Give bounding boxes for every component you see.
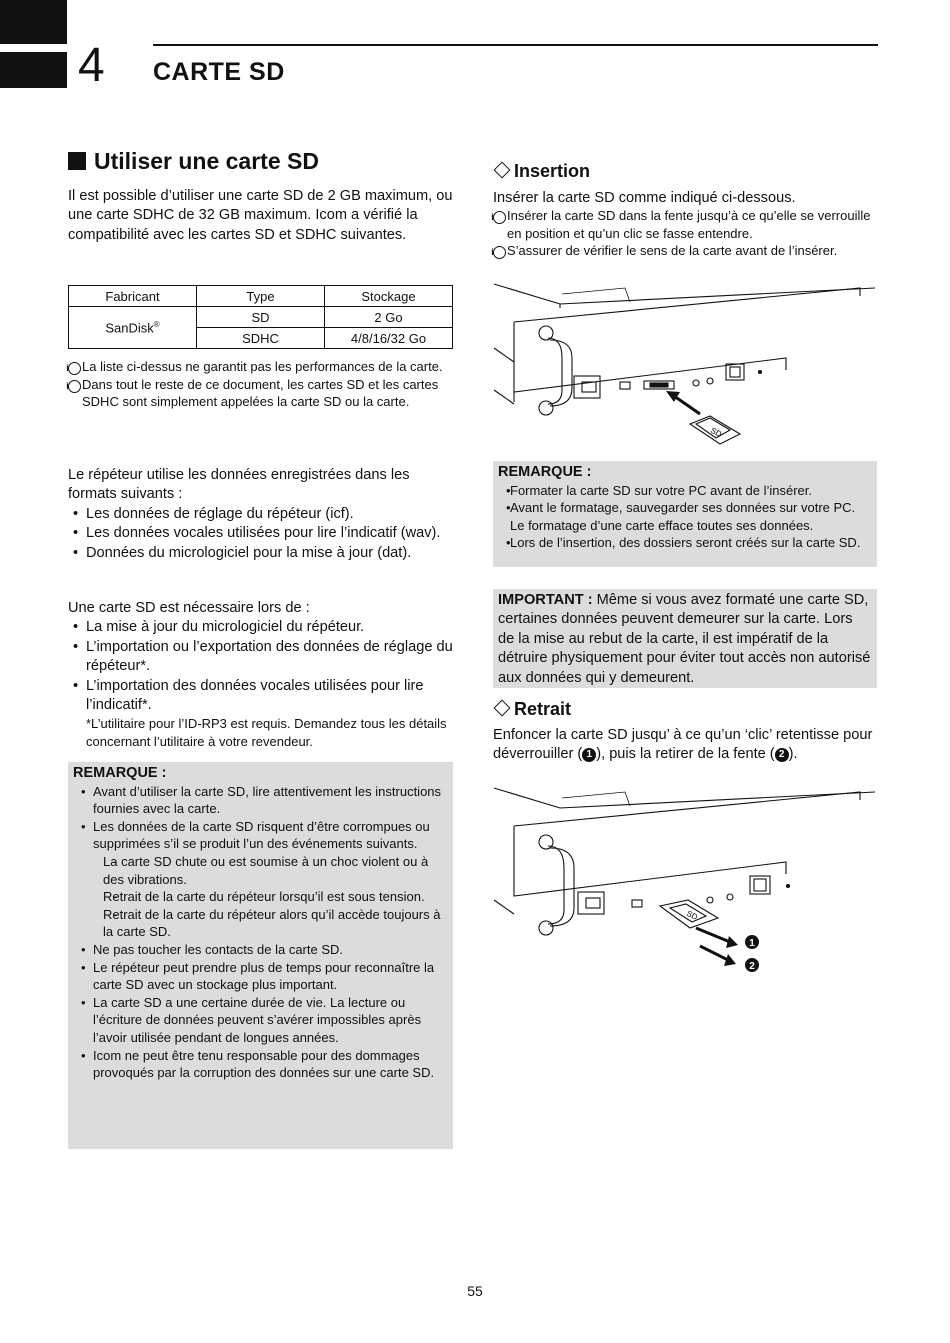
square-bullet-icon xyxy=(68,152,86,170)
remark-item: • La carte SD a une certaine durée de vie. La lecture ou l’écriture de données peuvent s’avérer impossibles après l’avoir utilisée pendant de longues années. xyxy=(73,994,448,1047)
retrait-text-part: ). xyxy=(788,746,798,763)
compatibility-table xyxy=(68,285,453,349)
table-cell: 2 Go xyxy=(325,307,453,328)
info-icon: i xyxy=(68,362,81,375)
card-label: SD xyxy=(709,425,724,439)
note-item xyxy=(68,376,453,411)
list-item: • Données du micrologiciel pour la mise à jour (dat). xyxy=(68,544,453,563)
remark-item-text: Les données de la carte SD risquent d’être corrompues ou supprimées s’il se produit l’un des événements suivants. xyxy=(93,818,430,852)
insert-arrow-icon xyxy=(666,391,700,414)
chapter-rule xyxy=(153,44,878,46)
table-cell-maker xyxy=(69,307,197,349)
remark-item: • Le répéteur peut prendre plus de temps pour reconnaître la carte SD avec un stockage plus important. xyxy=(73,959,448,994)
chapter-number: 4 xyxy=(78,39,105,92)
maker-name: SanDisk xyxy=(105,320,154,336)
section-title-text: Utiliser une carte SD xyxy=(94,148,319,174)
important-text: Même si vous avez formaté une carte SD, certaines données peuvent demeurer sur la carte. Lors de la mise au rebut de la carte, il est impératif de la détruire physiquement pour éviter tout accès non autorisé aux données qui y demeurent. xyxy=(498,592,871,686)
remark-list xyxy=(73,783,448,1082)
formats-list xyxy=(68,505,453,563)
diamond-icon xyxy=(494,700,511,717)
step-1-label: 1 xyxy=(749,938,755,949)
table-header-cell: Fabricant xyxy=(69,286,197,307)
section-title xyxy=(68,148,319,175)
card-label: SD xyxy=(685,908,700,922)
info-icon: i xyxy=(68,380,81,393)
retrait-title: Retrait xyxy=(514,699,572,719)
needed-block xyxy=(68,599,453,751)
remark-box-right xyxy=(493,461,877,567)
remark-item: • Avant d’utiliser la carte SD, lire attentivement les instructions fournies avec la carte. xyxy=(73,783,448,818)
info-icon: i xyxy=(493,211,506,224)
important-box xyxy=(493,589,877,688)
remark-subitem: - La carte SD chute ou est soumise à un choc violent ou à des vibrations. xyxy=(93,853,448,888)
needed-lead: Une carte SD est nécessaire lors de : xyxy=(68,600,310,616)
step-number-icon: 2 xyxy=(775,748,789,762)
insertion-illustration xyxy=(490,278,880,458)
list-item: • L’importation des données vocales utilisées pour lire l’indicatif*. xyxy=(68,677,453,716)
push-arrow-icon xyxy=(696,928,738,948)
formats-block xyxy=(68,466,453,563)
list-item: • Les données vocales utilisées pour lire l’indicatif (wav). xyxy=(68,524,453,543)
retrait-text-part: ), puis la retirer de la fente ( xyxy=(596,746,775,763)
remark-title: REMARQUE : xyxy=(73,765,167,781)
insertion-heading xyxy=(493,161,590,182)
table-cell: 4/8/16/32 Go xyxy=(325,328,453,349)
insertion-notes xyxy=(493,207,883,260)
chapter-tab-bar xyxy=(0,52,67,88)
table-header-cell: Stockage xyxy=(325,286,453,307)
note-text: La liste ci-dessus ne garantit pas les performances de la carte. xyxy=(82,359,443,374)
step-2-marker xyxy=(745,958,759,972)
info-icon: i xyxy=(493,246,506,259)
remark-item: • Icom ne peut être tenu responsable pour des dommages provoqués par la corruption des données sur une carte SD. xyxy=(73,1047,448,1082)
footnote xyxy=(68,715,453,750)
registered-mark: ® xyxy=(153,319,160,329)
diamond-icon xyxy=(494,162,511,179)
step-1-marker xyxy=(745,935,759,949)
pull-arrow-icon xyxy=(700,946,736,966)
formats-lead: Le répéteur utilise les données enregistrées dans les formats suivants : xyxy=(68,467,410,503)
table-header-row xyxy=(69,286,453,307)
note-item xyxy=(493,242,883,260)
removal-illustration xyxy=(490,782,880,982)
step-2-label: 2 xyxy=(749,961,755,972)
note-item xyxy=(493,207,883,242)
table-cell: SDHC xyxy=(197,328,325,349)
list-item: • La mise à jour du micrologiciel du répéteur. xyxy=(68,618,453,637)
remark-item: • Lors de l’insertion, des dossiers seront créés sur la carte SD. xyxy=(498,534,872,552)
insertion-lead: Insérer la carte SD comme indiqué ci-dessous. xyxy=(493,190,796,206)
page-number: 55 xyxy=(467,1283,483,1299)
remark-subitem: - Retrait de la carte du répéteur lorsqu’il est sous tension. xyxy=(93,888,448,906)
remark-subitem: - Retrait de la carte du répéteur alors qu’il accède toujours à la carte SD. xyxy=(93,906,448,941)
step-number-icon: 1 xyxy=(582,748,596,762)
remark-title: REMARQUE : xyxy=(498,464,592,480)
footnote-text: *L’utilitaire pour l’ID-RP3 est requis. Demandez tous les détails concernant l’utilitaire à votre revendeur. xyxy=(86,716,447,750)
retrait-heading xyxy=(493,699,571,720)
chapter-tab-bar xyxy=(0,0,67,44)
table-header-cell: Type xyxy=(197,286,325,307)
retrait-text xyxy=(493,726,878,765)
remark-item: • Ne pas toucher les contacts de la carte SD. xyxy=(73,941,448,959)
remark-item: • Avant le formatage, sauvegarder ses données sur votre PC. Le formatage d’une carte efface toutes ses données. xyxy=(498,499,872,534)
note-text: Dans tout le reste de ce document, les cartes SD et les cartes SDHC sont simplement appelées la carte SD ou la carte. xyxy=(82,376,439,410)
remark-box-left xyxy=(68,762,453,1149)
important-label: IMPORTANT : xyxy=(498,592,593,608)
table-row xyxy=(69,307,453,328)
retrait-text-part: Enfoncer la carte SD jusqu’ à ce qu’un ‘clic’ retentisse pour déverrouiller ( xyxy=(493,727,873,763)
note-item xyxy=(68,358,453,376)
insertion-title: Insertion xyxy=(514,161,591,181)
remark-item xyxy=(73,818,448,941)
table-notes xyxy=(68,358,453,411)
needed-list xyxy=(68,618,453,715)
remark-list xyxy=(498,482,872,552)
table-cell: SD xyxy=(197,307,325,328)
list-item: • L’importation ou l’exportation des données de réglage du répéteur*. xyxy=(68,638,453,677)
note-text: Insérer la carte SD dans la fente jusqu’à ce qu’elle se verrouille en position et qu’un clic se fasse entendre. xyxy=(507,208,871,241)
intro-paragraph: Il est possible d’utiliser une carte SD de 2 GB maximum, ou une carte SDHC de 32 GB maximum. Icom a vérifié la compatibilité avec les cartes SD et SDHC suivantes. xyxy=(68,188,453,243)
remark-item: • Formater la carte SD sur votre PC avant de l’insérer. xyxy=(498,482,872,500)
note-text: S’assurer de vérifier le sens de la carte avant de l’insérer. xyxy=(507,243,838,259)
chapter-title: CARTE SD xyxy=(153,58,285,86)
list-item: • Les données de réglage du répéteur (icf). xyxy=(68,505,453,524)
